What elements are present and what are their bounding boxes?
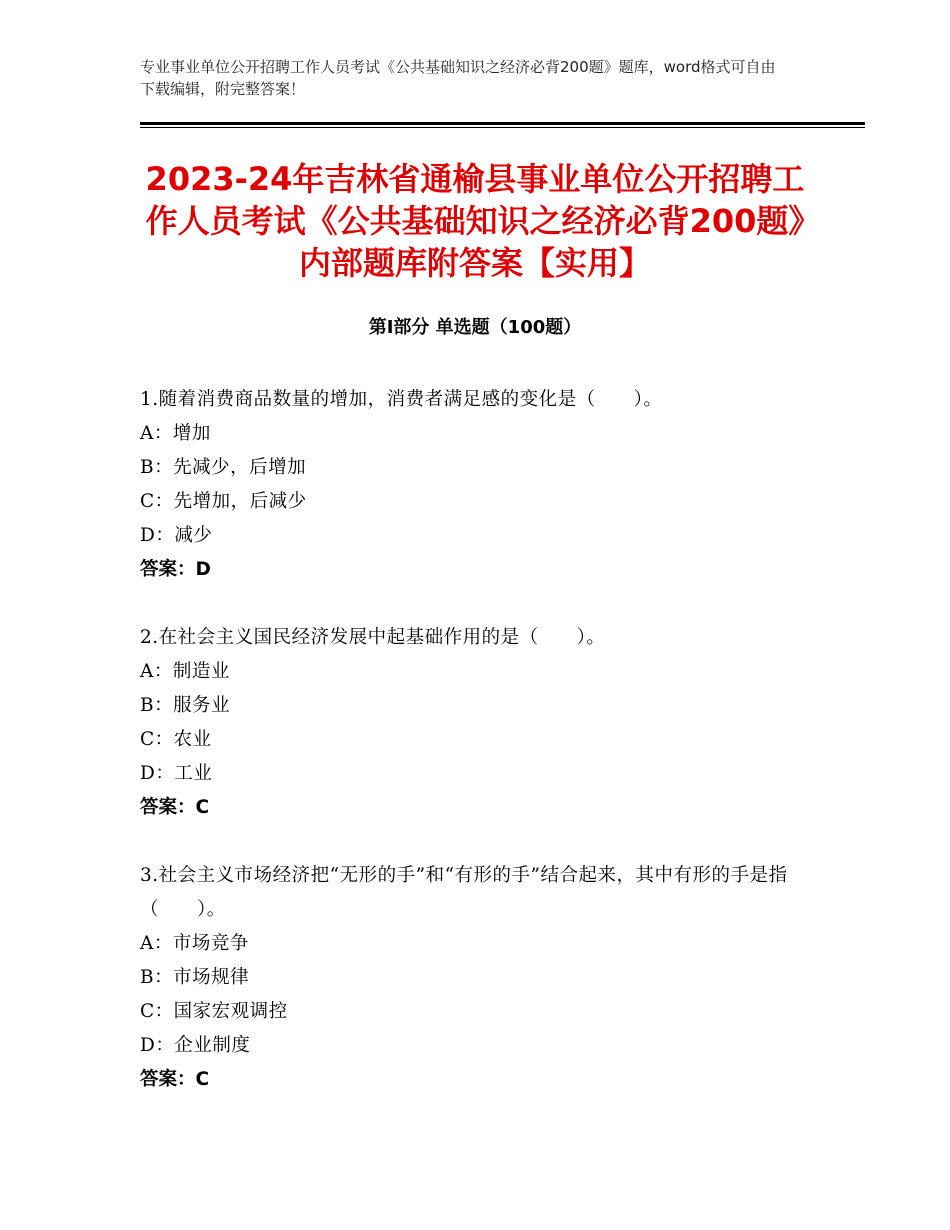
section-title: 第Ⅰ部分 单选题（100题） xyxy=(368,317,582,338)
option-b: B：先减少，后增加 xyxy=(140,457,307,478)
document-title: 2023-24年吉林省通榆县事业单位公开招聘工作人员考试《公共基础知识之经济必背200题》内部题库附答案【实用】 xyxy=(145,160,805,282)
header-note: 专业事业单位公开招聘工作人员考试《公共基础知识之经济必背200题》题库，word格式可自由下载编辑，附完整答案！ xyxy=(140,58,776,98)
option-a: A：制造业 xyxy=(140,661,230,682)
question-stem: 2.在社会主义国民经济发展中起基础作用的是（ ）。 xyxy=(140,627,606,648)
option-c: C：先增加，后减少 xyxy=(140,491,307,512)
question-list xyxy=(140,383,810,1131)
header-divider-thin xyxy=(140,127,865,128)
question-2 xyxy=(140,621,810,825)
option-d: D：减少 xyxy=(140,525,213,546)
header-divider-thick xyxy=(140,122,865,125)
option-d: D：企业制度 xyxy=(140,1035,251,1056)
option-c: C：农业 xyxy=(140,729,212,750)
option-c: C：国家宏观调控 xyxy=(140,1001,288,1022)
option-a: A：增加 xyxy=(140,423,211,444)
option-b: B：服务业 xyxy=(140,695,231,716)
answer-line: 答案：C xyxy=(140,1069,210,1090)
question-1 xyxy=(140,383,810,587)
option-a: A：市场竞争 xyxy=(140,933,249,954)
question-3 xyxy=(140,859,810,1097)
answer-line: 答案：C xyxy=(140,797,210,818)
answer-line: 答案：D xyxy=(140,559,211,580)
option-d: D：工业 xyxy=(140,763,213,784)
question-stem: 3.社会主义市场经济把“无形的手”和“有形的手”结合起来，其中有形的手是指（ ）。 xyxy=(140,865,788,920)
question-stem: 1.随着消费商品数量的增加，消费者满足感的变化是（ ）。 xyxy=(140,389,663,410)
option-b: B：市场规律 xyxy=(140,967,250,988)
